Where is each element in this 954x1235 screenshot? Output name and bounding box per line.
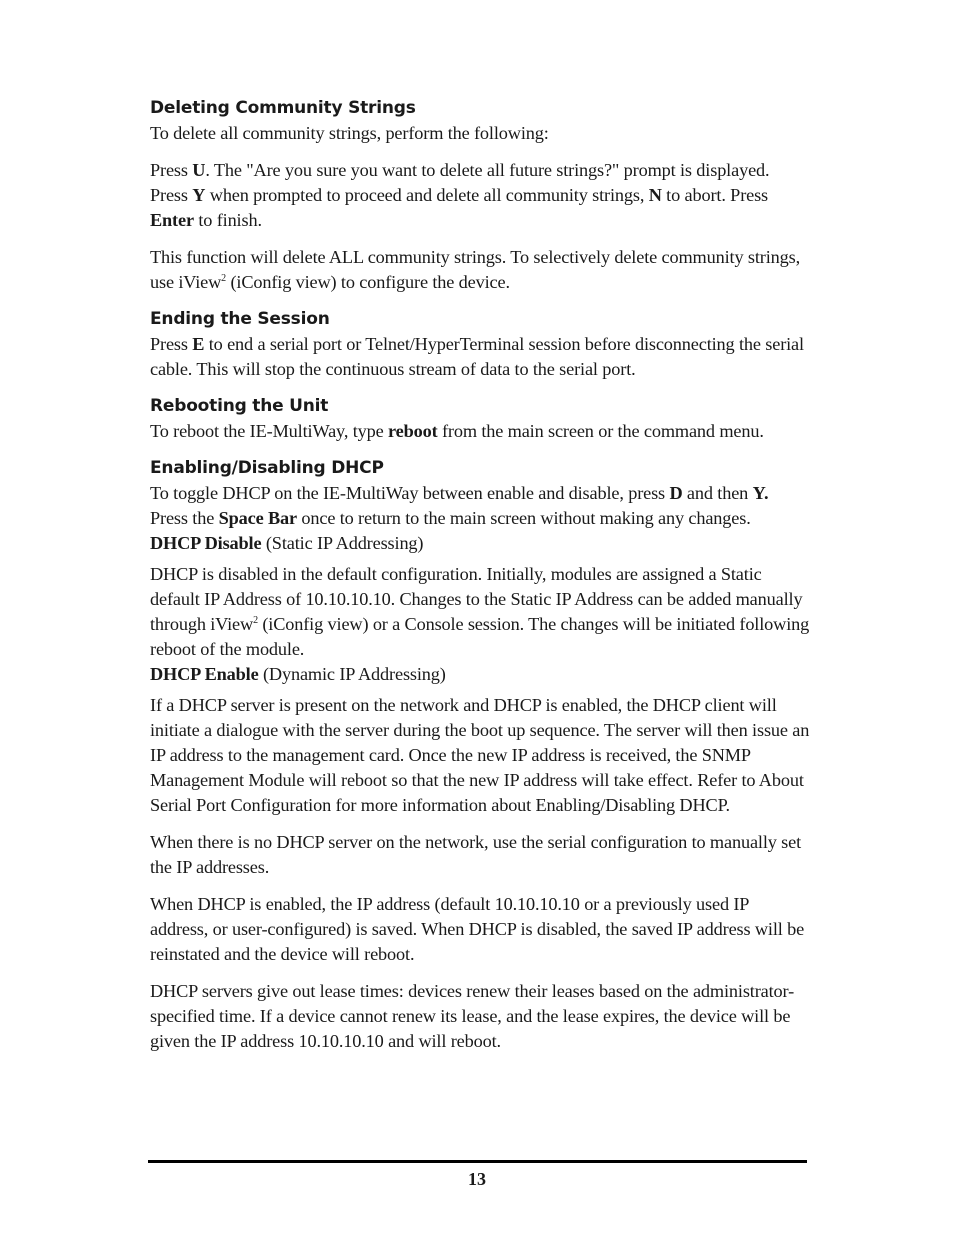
heading-rebooting-unit: Rebooting the Unit (150, 396, 329, 416)
page-number: 13 (468, 1169, 486, 1189)
key-enter: Enter (150, 210, 194, 230)
key-y-confirm: Y. (752, 483, 769, 503)
ending-text: Press E to end a serial port or Telnet/HyperTerminal session before disconnecting the serial cable. This will stop the continuous stream of data to the serial port. (150, 334, 804, 379)
page-content (150, 96, 810, 1054)
dhcp-enable-p1: If a DHCP server is present on the network and DHCP is enabled, the DHCP client will initiate a dialogue with the server during the boot up sequence. The server will then issue an IP address to the management card. Once the new IP address is received, the SNMP Management Module will reboot so that the new IP address will take effect. Refer to About Serial Port Configuration for more information about Enabling/Disabling DHCP. (150, 695, 810, 815)
deleting-note: This function will delete ALL community strings. To selectively delete community strings, use iView$^2$ (iConfig view) to configure the device. (150, 247, 800, 292)
key-e: E (192, 334, 205, 354)
dhcp-disable-text: DHCP is disabled in the default configuration. Initially, modules are assigned a Static default IP Address of 10.10.10.10. Changes to the Static IP Address can be added manually through iView$^2$ (iConfig view) or a Console session. The changes will be initiated following reboot of the module. (150, 564, 810, 659)
heading-ending-session: Ending the Session (150, 309, 330, 329)
key-n: N (648, 185, 662, 205)
deleting-intro: To delete all community strings, perform the following: (150, 123, 549, 143)
dhcp-enable-p4: DHCP servers give out lease times: devices renew their leases based on the administrator-specified time. If a device cannot renew its lease, and the lease expires, the device will be given the IP address 10.10.10.10 and will reboot. (150, 981, 795, 1051)
key-y: Y (192, 185, 206, 205)
rebooting-text: To reboot the IE-MultiWay, type reboot from the main screen or the command menu. (150, 421, 764, 441)
dhcp-enable-p2: When there is no DHCP server on the network, use the serial configuration to manually set the IP addresses. (150, 832, 802, 877)
dhcp-enable-p3: When DHCP is enabled, the IP address (default 10.10.10.10 or a previously used IP address, or user-configured) is saved. When DHCP is disabled, the saved IP address will be reinstated and the device will reboot. (150, 894, 805, 964)
command-reboot: reboot (388, 421, 438, 441)
key-d: D (669, 483, 683, 503)
footer-rule (148, 1160, 807, 1163)
dhcp-disable-subheading: DHCP Disable (Static IP Addressing) (150, 533, 424, 553)
dhcp-enable-subheading: DHCP Enable (Dynamic IP Addressing) (150, 664, 446, 684)
key-u: U (192, 160, 206, 180)
heading-enabling-disabling-dhcp: Enabling/Disabling DHCP (150, 458, 384, 478)
key-space-bar: Space Bar (218, 508, 297, 528)
deleting-step: Press U. The "Are you sure you want to delete all future strings?" prompt is displayed. Press Y when prompted to proceed and delete all community strings, N to abort. Press Enter to finish. (150, 160, 770, 230)
dhcp-toggle-text: To toggle DHCP on the IE-MultiWay between enable and disable, press D and then Y. Press the Space Bar once to return to the main screen without making any changes. (150, 483, 769, 528)
heading-deleting-community-strings: Deleting Community Strings (150, 98, 416, 118)
